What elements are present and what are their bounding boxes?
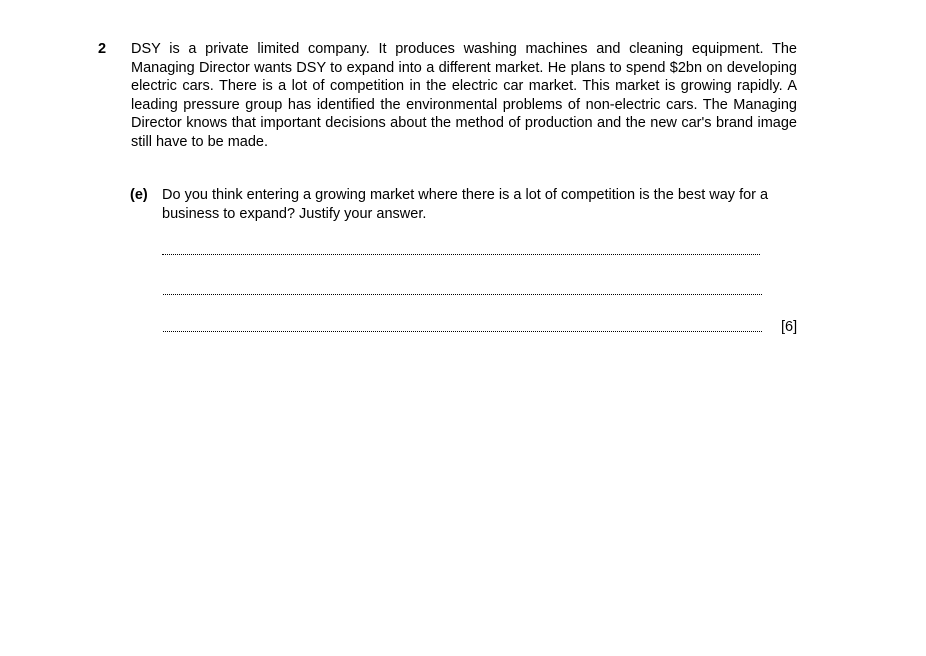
marks-allocation: [6] (781, 319, 798, 335)
question-number: 2 (98, 41, 107, 57)
answer-line-1[interactable] (162, 254, 760, 255)
part-question-text: Do you think entering a growing market where there is a lot of competition is the best way for a business to expand? Justify your answer. (162, 187, 769, 222)
answer-line-3[interactable] (163, 331, 762, 332)
part-label: (e) (130, 187, 148, 203)
answer-line-2[interactable] (163, 294, 762, 295)
question-stem: DSY is a private limited company. It produces washing machines and cleaning equipment. The Managing Director wants DSY to expand into a different market. He plans to spend $2bn on developing electric cars. There is a lot of competition in the electric car market. This market is growing rapidly. A leading pressure group has identified the environmental problems of non-electric cars. The Managing Director knows that important decisions about the method of production and the new car's brand image still have to be made. (131, 41, 797, 150)
